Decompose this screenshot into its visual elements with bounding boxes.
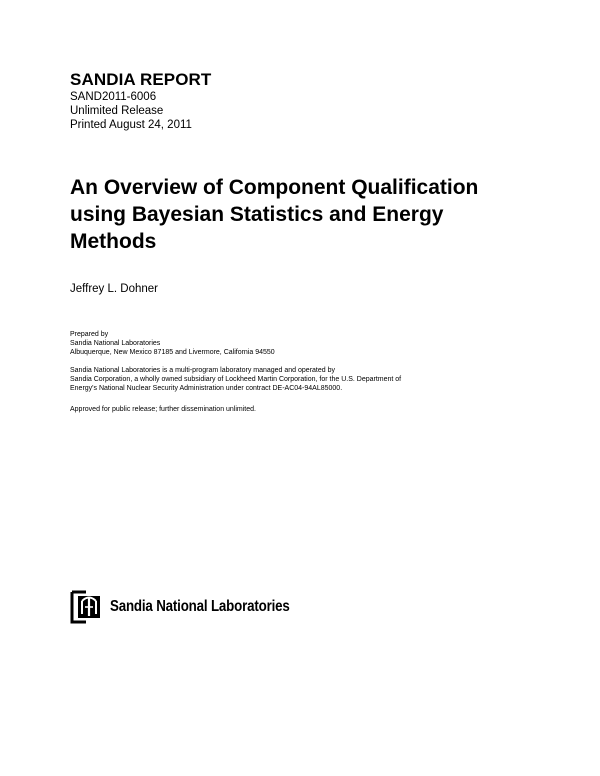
report-title	[70, 174, 540, 255]
print-date: Printed August 24, 2011	[70, 119, 192, 131]
prepared-by-block	[70, 330, 470, 357]
statement-line: Sandia National Laboratories is a multi-program laboratory managed and operated by	[70, 367, 335, 374]
release-status: Unlimited Release	[70, 105, 164, 117]
prepared-line: Sandia National Laboratories	[70, 340, 161, 347]
title-line: An Overview of Component Qualification	[70, 176, 479, 199]
title-line: Methods	[70, 230, 157, 253]
statement-line: Energy's National Nuclear Security Administration under contract DE-AC04-94AL85000.	[70, 385, 343, 392]
report-heading: SANDIA REPORT	[70, 70, 212, 89]
statement-line: Sandia Corporation, a wholly owned subsidiary of Lockheed Martin Corporation, for the U.S. Department of	[70, 376, 402, 383]
author-name: Jeffrey L. Dohner	[70, 283, 159, 295]
approval-line: Approved for public release; further dissemination unlimited.	[70, 406, 256, 413]
prepared-line: Prepared by	[70, 331, 109, 338]
title-line: using Bayesian Statistics and Energy	[70, 203, 444, 226]
prepared-line: Albuquerque, New Mexico 87185 and Livermore, California 94550	[70, 349, 275, 356]
organization-statement	[70, 366, 470, 393]
logo-text: Sandia National Laboratories	[110, 598, 290, 615]
approval-statement	[70, 405, 470, 414]
report-info	[70, 70, 211, 132]
sandia-logo	[70, 589, 319, 625]
report-number: SAND2011-6006	[70, 91, 157, 103]
sandia-thunderbird-icon	[70, 590, 104, 624]
